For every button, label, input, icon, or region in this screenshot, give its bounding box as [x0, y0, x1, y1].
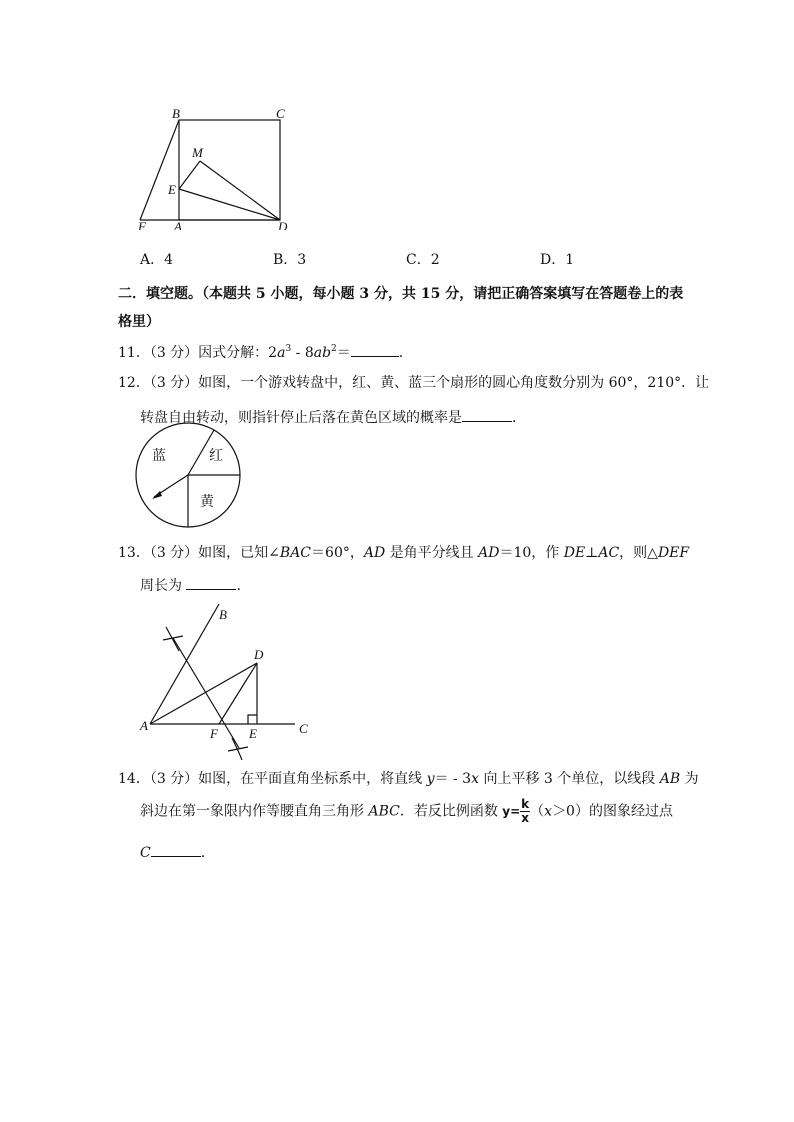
answer-blank-11 — [351, 342, 399, 357]
question-14-line3: C ． — [140, 842, 215, 862]
option-b: B．3 — [273, 252, 307, 268]
fraction-k-over-x: $\frac{k}{x}$ — [521, 797, 530, 825]
question-14-line2: 斜边在第一象限内作等腰直角三角形 ABC．若反比例函数 y= $\frac{k}{x}$ （x＞0）的图象经过点 — [140, 797, 673, 825]
section-title-line2: 格里） — [118, 314, 160, 330]
line-fb — [140, 120, 179, 220]
question-14-line1: 14．（3 分）如图，在平面直角坐标系中，将直线 y＝ - 3x 向上平移 3 个单位，以线段 AB 为 — [118, 771, 699, 787]
label-d: D — [278, 219, 288, 230]
question-13-line1: 13．（3 分）如图，已知∠BAC＝60°，AD 是角平分线且 AD＝10，作 DE⊥AC，则△DEF — [118, 545, 690, 561]
label-c: C — [276, 106, 285, 121]
label-m: M — [192, 145, 203, 160]
section-title-line1: 二．填空题。（本题共 5 小题，每小题 3 分，共 15 分，请把正确答案填写在答题卷上的表 — [118, 286, 684, 302]
label-f: F — [138, 219, 146, 230]
segment-ad — [150, 663, 257, 724]
sector-label-blue: 蓝 — [152, 448, 166, 464]
sector-label-red: 红 — [209, 448, 223, 464]
question-12-line2: 转盘自由转动，则指针停止后落在黄色区域的概率是 ． — [140, 407, 526, 427]
question-12-line1: 12．（3 分）如图，一个游戏转盘中，红、黄、蓝三个扇形的圆心角度数分别为 60°，210°．让 — [118, 375, 710, 391]
perpendicular-bisector — [173, 638, 239, 748]
question-13-line2: 周长为 . — [140, 575, 241, 595]
label-a: A — [140, 718, 148, 733]
angle-bisector-figure — [135, 600, 335, 760]
question-11: 11．（3 分）因式分解：$2a^3 - 8ab^2=$ . — [118, 344, 404, 361]
answer-blank-14 — [151, 842, 201, 857]
label-d: D — [254, 647, 264, 662]
spinner-figure — [133, 420, 243, 530]
label-b: B — [172, 106, 180, 121]
label-f: F — [210, 726, 218, 741]
line-ed — [179, 189, 280, 220]
ray-ab — [150, 604, 219, 724]
square-geometry-figure — [130, 100, 310, 230]
option-c: C．2 — [406, 252, 440, 268]
option-a: A．4 — [140, 252, 174, 268]
line-em — [179, 161, 200, 189]
label-e: E — [249, 726, 257, 741]
label-a: A — [174, 219, 182, 230]
sector-label-yellow: 黄 — [200, 494, 214, 510]
answer-blank-13 — [186, 575, 236, 590]
line-md — [200, 161, 280, 220]
label-c: C — [299, 721, 308, 736]
label-b: B — [219, 607, 227, 622]
answer-blank-12 — [462, 407, 512, 422]
right-angle-mark — [248, 715, 257, 724]
option-d: D．1 — [540, 252, 575, 268]
label-e: E — [168, 182, 176, 197]
